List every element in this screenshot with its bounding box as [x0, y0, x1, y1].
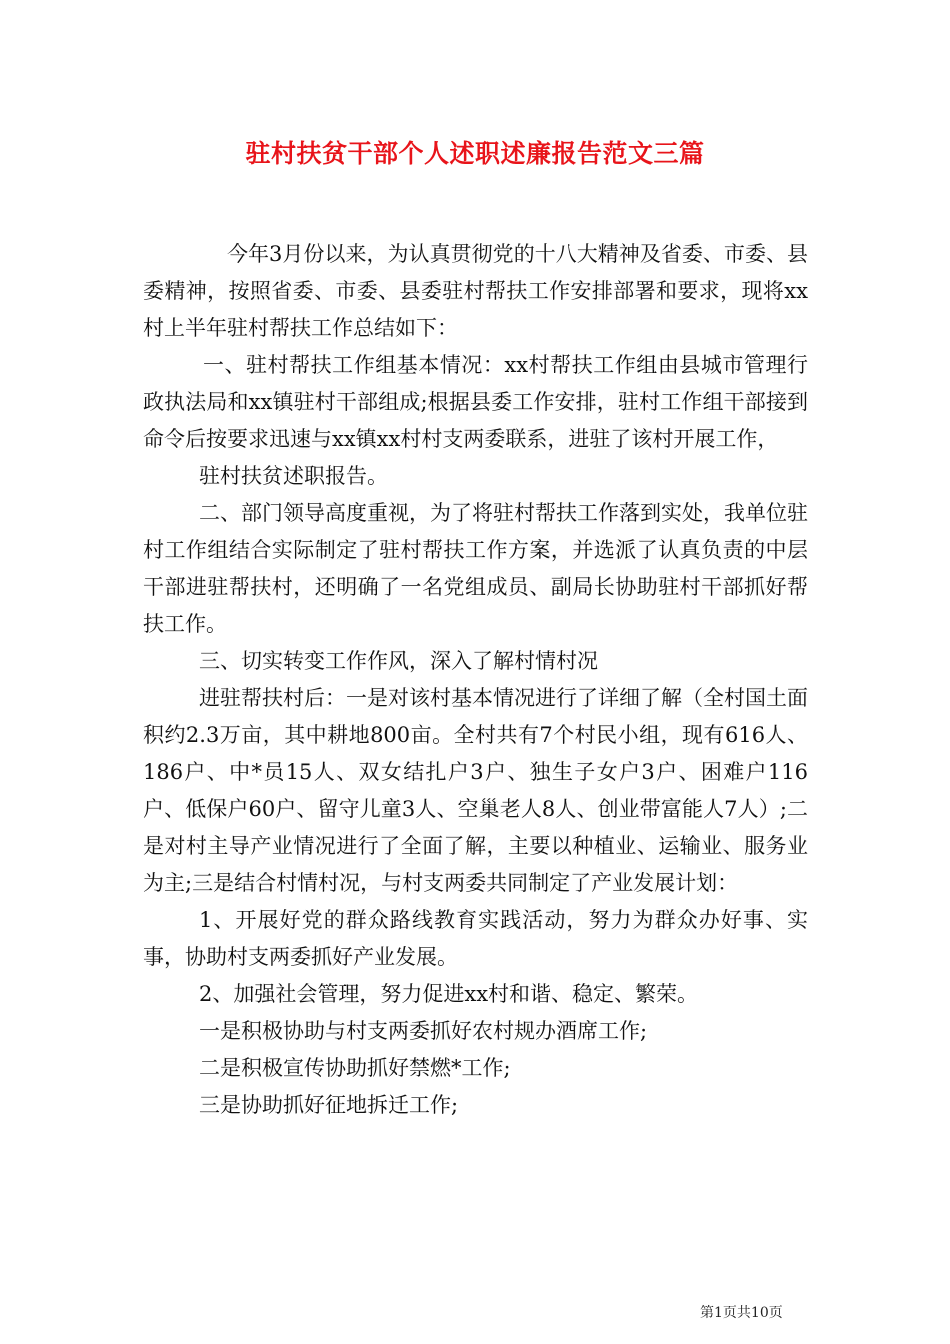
page-indicator: 第1页共10页 — [700, 1305, 783, 1321]
document-body — [143, 236, 808, 1124]
paragraph-item-2: 二是积极宣传协助抓好禁燃*工作; — [199, 1056, 511, 1080]
paragraph-section-1: 一、驻村帮扶工作组基本情况：xx村帮扶工作组由县城市管理行政执法局和xx镇驻村干部组成;根据县委工作安排，驻村工作组干部接到命令后按要求迅速与xx镇xx村村支两委联系，进驻了该村开展工作， — [143, 353, 808, 451]
paragraph-section-3-heading: 三、切实转变工作作风，深入了解村情村况 — [199, 649, 598, 673]
paragraph-section-3-body: 进驻帮扶村后：一是对该村基本情况进行了详细了解（全村国土面积约2.3万亩，其中耕地800亩。全村共有7个村民小组，现有616人、186户、中*员15人、双女结扎户3户、独生子女户3户、困难户116户、低保户60户、留守儿童3人、空巢老人8人、创业带富能人7人）;二是对村主导产业情况进行了全面了解，主要以种植业、运输业、服务业为主;三是结合村情村况，与村支两委共同制定了产业发展计划： — [143, 686, 808, 895]
document-title: 驻村扶贫干部个人述职述廉报告范文三篇 — [245, 139, 705, 168]
paragraph-item-1: 一是积极协助与村支两委抓好农村规办酒席工作; — [199, 1019, 648, 1043]
paragraph-section-2: 二、部门领导高度重视，为了将驻村帮扶工作落到实处，我单位驻村工作组结合实际制定了驻村帮扶工作方案，并选派了认真负责的中层干部进驻帮扶村，还明确了一名党组成员、副局长协助驻村干部抓好帮扶工作。 — [143, 501, 808, 636]
paragraph-plan-2: 2、加强社会管理，努力促进xx村和谐、稳定、繁荣。 — [199, 982, 699, 1006]
paragraph-intro: 今年3月份以来，为认真贯彻党的十八大精神及省委、市委、县委精神，按照省委、市委、县委驻村帮扶工作安排部署和要求，现将xx村上半年驻村帮扶工作总结如下： — [143, 242, 808, 340]
paragraph-plan-1: 1、开展好党的群众路线教育实践活动，努力为群众办好事、实事，协助村支两委抓好产业发展。 — [143, 908, 808, 969]
paragraph-report-note: 驻村扶贫述职报告。 — [199, 464, 388, 488]
paragraph-item-3: 三是协助抓好征地拆迁工作; — [199, 1093, 459, 1117]
